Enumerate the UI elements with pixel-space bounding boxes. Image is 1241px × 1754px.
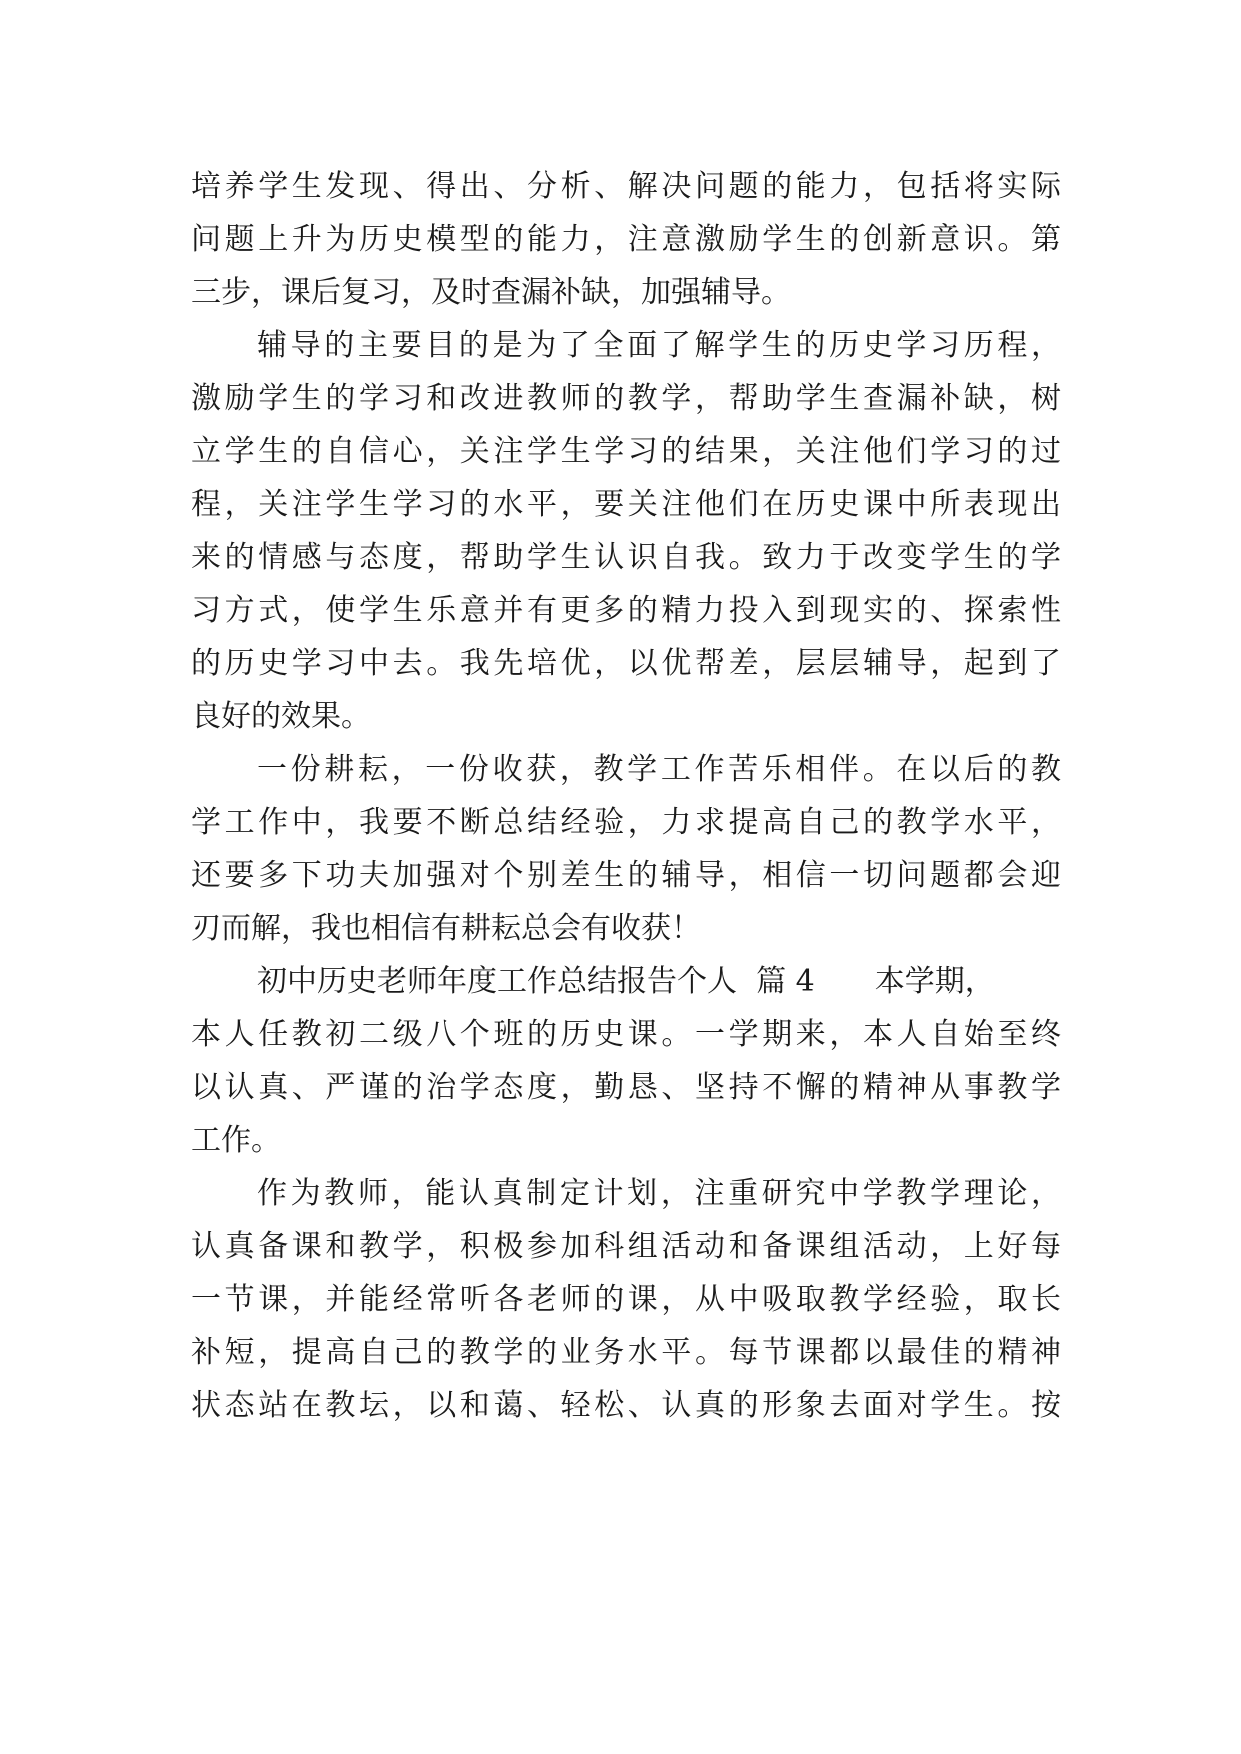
text-line: 习方式，使学生乐意并有更多的精力投入到现实的、探索性 (191, 593, 1061, 628)
section-heading-line (191, 955, 1061, 1008)
text-line: 本人任教初二级八个班的历史课。一学期来，本人自始至终 (191, 1017, 1061, 1052)
paragraph (191, 743, 1061, 955)
paragraph (191, 319, 1061, 743)
text-line: 还要多下功夫加强对个别差生的辅导，相信一切问题都会迎 (191, 858, 1061, 893)
text-line: 辅导的主要目的是为了全面了解学生的历史学习历程， (257, 328, 1061, 363)
paragraph (191, 1167, 1061, 1432)
text-line: 认真备课和教学，积极参加科组活动和备课组活动，上好每 (191, 1229, 1061, 1264)
paragraph (191, 955, 1061, 1167)
text-line: 良好的效果。 (191, 699, 371, 734)
text-line: 立学生的自信心，关注学生学习的结果，关注他们学习的过 (191, 434, 1061, 469)
text-line: 问题上升为历史模型的能力，注意激励学生的创新意识。第 (191, 222, 1061, 257)
text-line: 一份耕耘，一份收获，教学工作苦乐相伴。在以后的教 (257, 752, 1061, 787)
text-line: 状态站在教坛，以和蔼、轻松、认真的形象去面对学生。按 (191, 1388, 1061, 1423)
text-line: 工作。 (191, 1123, 281, 1158)
text-line: 激励学生的学习和改进教师的教学，帮助学生查漏补缺，树 (191, 381, 1061, 416)
text-line: 刃而解，我也相信有耕耘总会有收获！ (191, 911, 701, 946)
section-number: 篇 4 (756, 964, 815, 999)
text-line: 程，关注学生学习的水平，要关注他们在历史课中所表现出 (191, 487, 1061, 522)
text-line: 学工作中，我要不断总结经验，力求提高自己的教学水平， (191, 805, 1061, 840)
text-line: 三步，课后复习，及时查漏补缺，加强辅导。 (191, 275, 791, 310)
text-line: 的历史学习中去。我先培优，以优帮差，层层辅导，起到了 (191, 646, 1061, 681)
paragraph (191, 160, 1061, 319)
text-line: 来的情感与态度，帮助学生认识自我。致力于改变学生的学 (191, 540, 1061, 575)
text-line: 以认真、严谨的治学态度，勤恳、坚持不懈的精神从事教学 (191, 1070, 1061, 1105)
section-text-start: 本学期， (874, 964, 995, 999)
text-line: 培养学生发现、得出、分析、解决问题的能力，包括将实际 (191, 169, 1061, 204)
document-body (191, 160, 1061, 1432)
section-title: 初中历史老师年度工作总结报告个人 (257, 964, 737, 999)
text-line: 补短，提高自己的教学的业务水平。每节课都以最佳的精神 (191, 1335, 1061, 1370)
text-line: 作为教师，能认真制定计划，注重研究中学教学理论， (257, 1176, 1061, 1211)
text-line: 一节课，并能经常听各老师的课，从中吸取教学经验，取长 (191, 1282, 1061, 1317)
